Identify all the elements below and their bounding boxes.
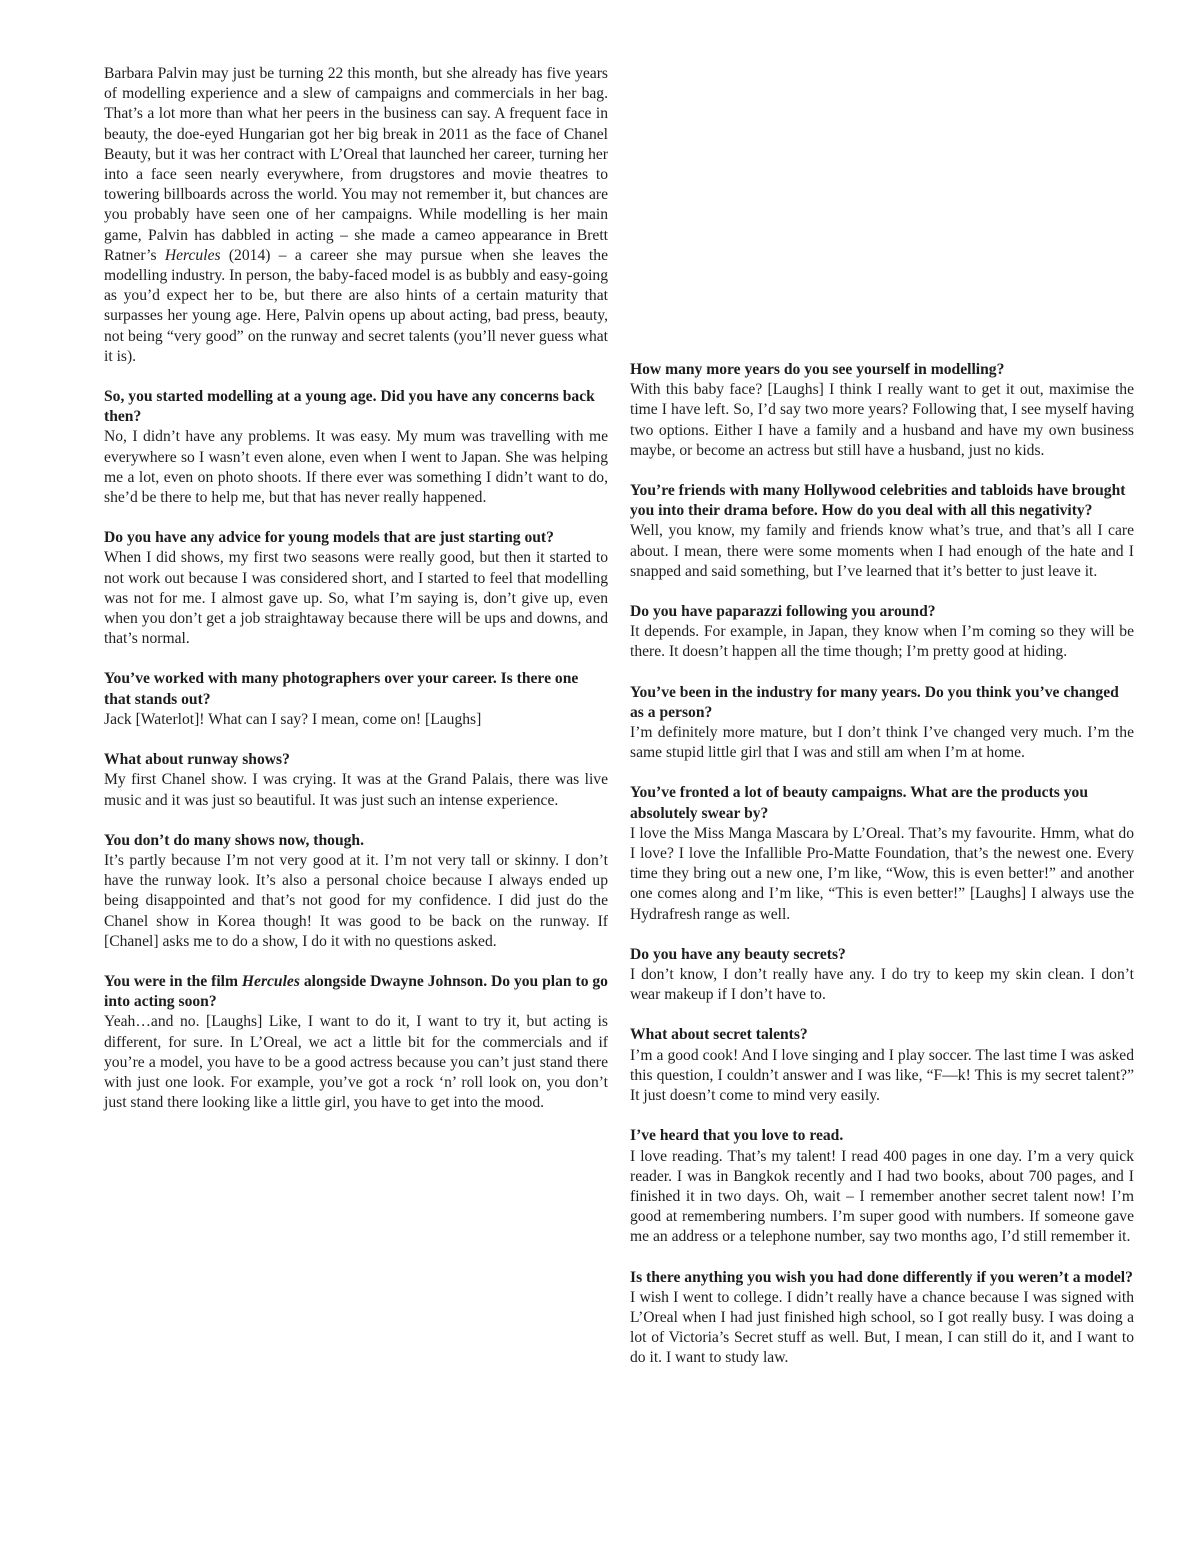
answer: I’m definitely more mature, but I don’t think I’ve changed very much. I’m the same stupid little girl that I was and still am when I’m at home. [630, 724, 1134, 762]
answer: I’m a good cook! And I love singing and I play soccer. The last time I was asked this question, I couldn’t answer and I was like, “F—k! This is my secret talent?” It just doesn’t come to mind very easily. [630, 1046, 1134, 1105]
qa-block [630, 481, 1134, 582]
answer: When I did shows, my first two seasons were really good, but then it started to not work out because I was considered short, and I started to feel that modelling was not for me. I almost gave up. So, what I’m saying is, don’t give up, even when you don’t get a job straightaway because there will be ups and downs, and that’s normal. [104, 549, 608, 648]
left-column [104, 64, 608, 1133]
answer: It depends. For example, in Japan, they know when I’m coming so they will be there. It doesn’t happen all the time though; I’m pretty good at hiding. [630, 623, 1134, 661]
question: What about runway shows? [104, 751, 290, 769]
qa-block [104, 528, 608, 649]
right-column [630, 360, 1134, 1389]
answer: With this baby face? [Laughs] I think I really want to get it out, maximise the time I have left. So, I’d say two more years? Following that, I see myself having two options. Either I have a family and a husband and have my own business maybe, or become an actress but still have a husband, just no kids. [630, 381, 1134, 459]
question: You don’t do many shows now, though. [104, 831, 364, 849]
qa-block [104, 750, 608, 811]
film-title: Hercules [241, 972, 300, 990]
answer: I wish I went to college. I didn’t really have a chance because I was signed with L’Oreal when I had just finished high school, so I got really busy. I was doing a lot of Victoria’s Secret stuff as well. But, I mean, I can still do it, and I want to do it. I want to study law. [630, 1288, 1134, 1367]
question: You’ve worked with many photographers over your career. Is there one that stands out? [104, 670, 579, 708]
qa-block [630, 360, 1134, 461]
question: You’ve been in the industry for many years. Do you think you’ve changed as a person? [630, 683, 1119, 721]
question: You’re friends with many Hollywood celebrities and tabloids have brought you into their drama before. How do you deal with all this negativity? [630, 482, 1126, 520]
answer: My first Chanel show. I was crying. It was at the Grand Palais, there was live music and it was just so beautiful. It was just such an intense experience. [104, 771, 608, 809]
qa-block [104, 972, 608, 1113]
question: Is there anything you wish you had done differently if you weren’t a model? [630, 1268, 1133, 1286]
question: You were in the film Hercules alongside Dwayne Johnson. Do you plan to go into acting soon? [104, 972, 608, 1011]
answer: Well, you know, my family and friends know what’s true, and that’s all I care about. I mean, there were some moments when I had enough of the hate and I snapped and said something, but I’ve learned that it’s better to just leave it. [630, 522, 1134, 580]
qa-block [104, 831, 608, 952]
intro-paragraph: Barbara Palvin may just be turning 22 this month, but she already has five years of modelling experience and a slew of campaigns and commercials in her bag. That’s a lot more than what her peers in the business can say. A frequent face in beauty, the doe-eyed Hungarian got her big break in 2011 as the face of Chanel Beauty, but it was her contract with L’Oreal that launched her career, turning her into a face seen nearly everywhere, from drugstores and movie theatres to towering billboards across the world. You may not remember it, but chances are you probably have seen one of her campaigns. While modelling is her main game, Palvin has dabbled in acting – she made a cameo appearance in Brett Ratner’s Hercules (2014) – a career she may pursue when she leaves the modelling industry. In person, the baby-faced model is as bubbly and easy-going as you’d expect her to be, but there are also hints of a certain maturity that surpasses her young age. Here, Palvin opens up about acting, bad press, beauty, not being “very good” on the runway and secret talents (you’ll never guess what it is). [104, 65, 608, 365]
question: So, you started modelling at a young age. Did you have any concerns back then? [104, 388, 595, 426]
answer: It’s partly because I’m not very good at it. I’m not very tall or skinny. I don’t have the runway look. It’s also a personal choice because I always ended up being disappointed and that’s not good for my confidence. I did just do the Chanel show in Korea though! It was good to be back on the runway. If [Chanel] asks me to do a show, I do it with no questions asked. [104, 851, 608, 950]
question: What about secret talents? [630, 1026, 808, 1044]
qa-block [104, 387, 608, 508]
qa-block [630, 602, 1134, 663]
qa-block [630, 1126, 1134, 1247]
qa-block [630, 683, 1134, 764]
question: Do you have any beauty secrets? [630, 945, 846, 963]
question: Do you have any advice for young models that are just starting out? [104, 529, 554, 547]
film-title: Hercules [164, 246, 221, 264]
qa-block [630, 783, 1134, 924]
answer: I love the Miss Manga Mascara by L’Oreal. That’s my favourite. Hmm, what do I love? I love the Infallible Pro-Matte Foundation, that’s the newest one. Every time they bring out a new one, I’m like, “Wow, this is even better!” and another one comes along and I’m like, “This is even better!” [Laughs] I always use the Hydrafresh range as well. [630, 824, 1134, 923]
answer: No, I didn’t have any problems. It was easy. My mum was travelling with me everywhere so I wasn’t even alone, even when I went to Japan. She was helping me a lot, even on photo shoots. If there ever was something I didn’t want to do, she’d be there to help me, but that has never really happened. [104, 428, 608, 507]
qa-block [630, 1025, 1134, 1106]
answer: I love reading. That’s my talent! I read 400 pages in one day. I’m a very quick reader. I was in Bangkok recently and I had two books, about 700 pages, and I finished it in two days. Oh, wait – I remember another secret talent now! I’m good at remembering numbers. I’m super good with numbers. If someone gave me an address or a telephone number, say two months ago, I’d still remember it. [630, 1147, 1134, 1246]
answer: Yeah…and no. [Laughs] Like, I want to do it, I want to try it, but acting is different, for sure. In L’Oreal, we act a little bit for the commercials and if you’re a model, you have to be a good actress because you can’t just stand there with just one look. For example, you’ve got a rock ‘n’ roll look on, you don’t just stand there looking like a little girl, you have to get into the mood. [104, 1013, 608, 1112]
question: You’ve fronted a lot of beauty campaigns. What are the products you absolutely swear by? [630, 784, 1089, 822]
qa-block [104, 669, 608, 730]
answer: Jack [Waterlot]! What can I say? I mean, come on! [Laughs] [104, 710, 482, 728]
question: Do you have paparazzi following you around? [630, 603, 936, 621]
answer: I don’t know, I don’t really have any. I do try to keep my skin clean. I don’t wear makeup if I don’t have to. [630, 966, 1134, 1004]
qa-block [630, 945, 1134, 1006]
qa-block [630, 1268, 1134, 1369]
question: How many more years do you see yourself in modelling? [630, 361, 1005, 378]
question: I’ve heard that you love to read. [630, 1127, 844, 1145]
